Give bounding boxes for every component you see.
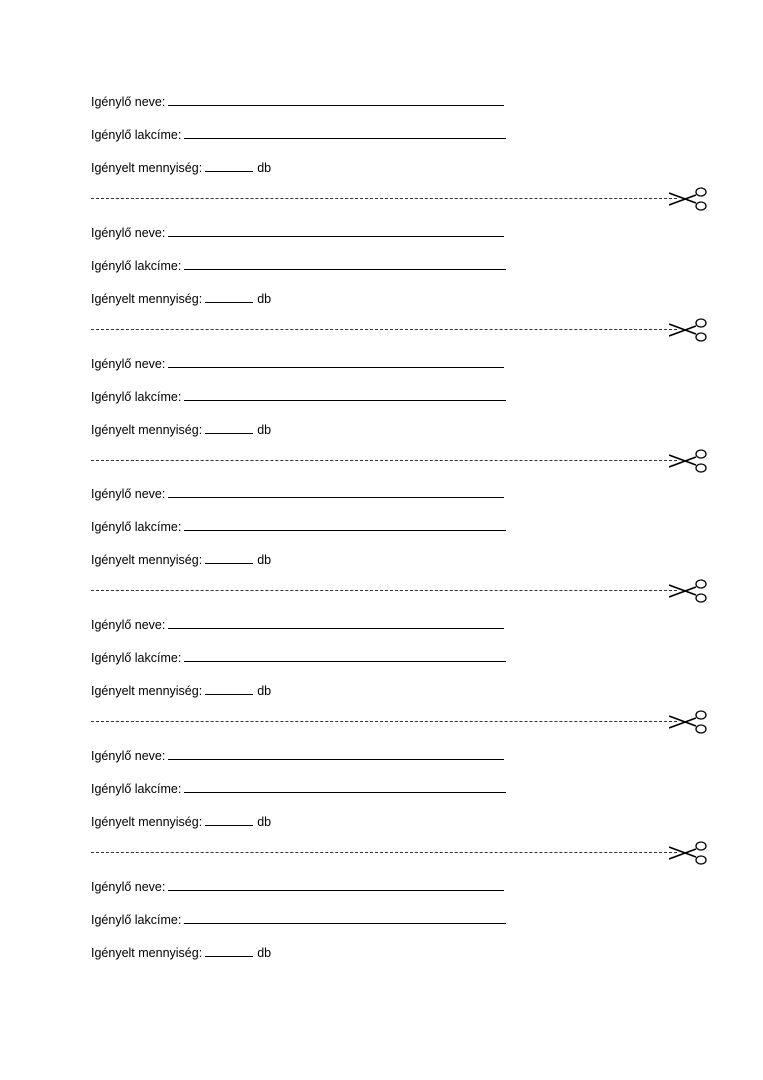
quantity-field-row [91, 813, 271, 829]
address-blank[interactable] [184, 126, 506, 139]
quantity-field-row [91, 944, 271, 960]
unit-label: db [257, 423, 272, 437]
name-label: Igénylő neve: [91, 95, 166, 109]
name-blank[interactable] [168, 485, 504, 498]
name-blank[interactable] [168, 616, 504, 629]
address-field-row [91, 518, 506, 534]
scissors-icon [669, 709, 709, 735]
scissors-icon [669, 578, 709, 604]
scissors-icon [669, 448, 709, 474]
unit-label: db [257, 684, 272, 698]
address-label: Igénylő lakcíme: [91, 128, 182, 142]
quantity-blank[interactable] [205, 682, 253, 695]
address-blank[interactable] [184, 388, 506, 401]
address-field-row [91, 257, 506, 273]
name-blank[interactable] [168, 747, 504, 760]
address-field-row [91, 388, 506, 404]
address-field-row [91, 649, 506, 665]
name-label: Igénylő neve: [91, 226, 166, 240]
quantity-field-row [91, 421, 271, 437]
name-label: Igénylő neve: [91, 880, 166, 894]
quantity-label: Igényelt mennyiség: [91, 553, 203, 567]
quantity-blank[interactable] [205, 944, 253, 957]
address-label: Igénylő lakcíme: [91, 651, 182, 665]
address-blank[interactable] [184, 649, 506, 662]
quantity-blank[interactable] [205, 551, 253, 564]
cut-line [91, 329, 677, 330]
name-blank[interactable] [168, 224, 504, 237]
quantity-label: Igényelt mennyiség: [91, 292, 203, 306]
name-label: Igénylő neve: [91, 749, 166, 763]
name-label: Igénylő neve: [91, 487, 166, 501]
quantity-field-row [91, 682, 271, 698]
name-blank[interactable] [168, 355, 504, 368]
quantity-label: Igényelt mennyiség: [91, 423, 203, 437]
address-label: Igénylő lakcíme: [91, 782, 182, 796]
name-field-row [91, 355, 504, 371]
name-label: Igénylő neve: [91, 357, 166, 371]
cut-line [91, 460, 677, 461]
name-field-row [91, 747, 504, 763]
scissors-icon [669, 186, 709, 212]
cut-line [91, 590, 677, 591]
address-field-row [91, 911, 506, 927]
scissors-icon [669, 317, 709, 343]
name-label: Igénylő neve: [91, 618, 166, 632]
name-blank[interactable] [168, 93, 504, 106]
name-field-row [91, 878, 504, 894]
address-label: Igénylő lakcíme: [91, 390, 182, 404]
cut-line [91, 721, 677, 722]
quantity-blank[interactable] [205, 159, 253, 172]
unit-label: db [257, 815, 272, 829]
address-field-row [91, 126, 506, 142]
quantity-label: Igényelt mennyiség: [91, 161, 203, 175]
unit-label: db [257, 161, 272, 175]
quantity-blank[interactable] [205, 290, 253, 303]
cut-line [91, 852, 677, 853]
unit-label: db [257, 946, 272, 960]
name-field-row [91, 224, 504, 240]
address-label: Igénylő lakcíme: [91, 520, 182, 534]
address-blank[interactable] [184, 518, 506, 531]
quantity-label: Igényelt mennyiség: [91, 815, 203, 829]
address-blank[interactable] [184, 780, 506, 793]
address-field-row [91, 780, 506, 796]
cut-line [91, 198, 677, 199]
quantity-field-row [91, 551, 271, 567]
name-blank[interactable] [168, 878, 504, 891]
scissors-icon [669, 840, 709, 866]
quantity-label: Igényelt mennyiség: [91, 684, 203, 698]
quantity-label: Igényelt mennyiség: [91, 946, 203, 960]
name-field-row [91, 616, 504, 632]
quantity-field-row [91, 159, 271, 175]
unit-label: db [257, 292, 272, 306]
quantity-field-row [91, 290, 271, 306]
name-field-row [91, 485, 504, 501]
unit-label: db [257, 553, 272, 567]
name-field-row [91, 93, 504, 109]
address-blank[interactable] [184, 911, 506, 924]
address-label: Igénylő lakcíme: [91, 913, 182, 927]
quantity-blank[interactable] [205, 813, 253, 826]
quantity-blank[interactable] [205, 421, 253, 434]
address-label: Igénylő lakcíme: [91, 259, 182, 273]
address-blank[interactable] [184, 257, 506, 270]
